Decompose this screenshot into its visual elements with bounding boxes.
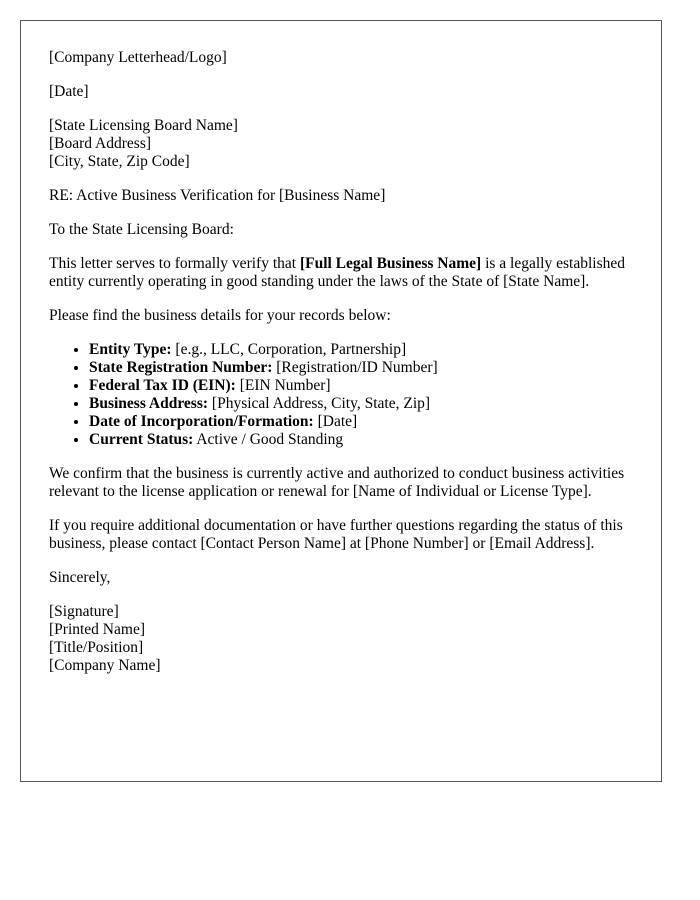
company-name: [Company Name]: [49, 657, 161, 674]
company-letterhead: [Company Letterhead/Logo]: [49, 49, 227, 66]
list-item: [89, 395, 633, 413]
title-position: [Title/Position]: [49, 639, 144, 656]
detail-value: [Date]: [313, 413, 358, 430]
confirmation-paragraph: We confirm that the business is currently active and authorized to conduct business activities relevant to the license application or renewal for [Name of Individual or License Type].: [49, 465, 625, 500]
intro-paragraph: [49, 255, 633, 291]
subject-line: RE: Active Business Verification for [Business Name]: [49, 187, 386, 204]
business-name: [Full Legal Business Name]: [299, 255, 482, 272]
list-item: [89, 359, 633, 377]
intro-text-after: is a legally established entity currently operating in good standing under the laws of the State of [State Name].: [49, 255, 625, 290]
closing: Sincerely,: [49, 569, 111, 586]
board-city-state-zip: [City, State, Zip Code]: [49, 153, 190, 170]
contact-paragraph: If you require additional documentation or have further questions regarding the status of this business, please contact [Contact Person Name] at [Phone Number] or [Email Address].: [49, 517, 623, 552]
detail-label: Entity Type:: [89, 341, 172, 358]
detail-label: Date of Incorporation/Formation:: [89, 413, 314, 430]
salutation: To the State Licensing Board:: [49, 221, 234, 238]
list-item: [89, 377, 633, 395]
detail-value: [EIN Number]: [235, 377, 331, 394]
board-name: [State Licensing Board Name]: [49, 117, 238, 134]
letter-page: [20, 20, 662, 782]
signature-block: [49, 603, 633, 675]
detail-label: Federal Tax ID (EIN):: [89, 377, 236, 394]
detail-label: State Registration Number:: [89, 359, 273, 376]
signature-placeholder: [Signature]: [49, 603, 119, 620]
detail-value: Active / Good Standing: [193, 431, 344, 448]
letter-date: [Date]: [49, 83, 89, 100]
board-address: [Board Address]: [49, 135, 152, 152]
detail-label: Business Address:: [89, 395, 209, 412]
intro-text-before: This letter serves to formally verify that: [49, 255, 300, 272]
detail-value: [Registration/ID Number]: [272, 359, 438, 376]
details-intro: Please find the business details for your records below:: [49, 307, 391, 324]
recipient-address: [49, 117, 633, 171]
printed-name: [Printed Name]: [49, 621, 145, 638]
list-item: [89, 431, 633, 449]
detail-value: [Physical Address, City, State, Zip]: [208, 395, 431, 412]
list-item: [89, 413, 633, 431]
list-item: [89, 341, 633, 359]
business-details-list: [49, 341, 633, 449]
detail-value: [e.g., LLC, Corporation, Partnership]: [171, 341, 407, 358]
detail-label: Current Status:: [89, 431, 194, 448]
